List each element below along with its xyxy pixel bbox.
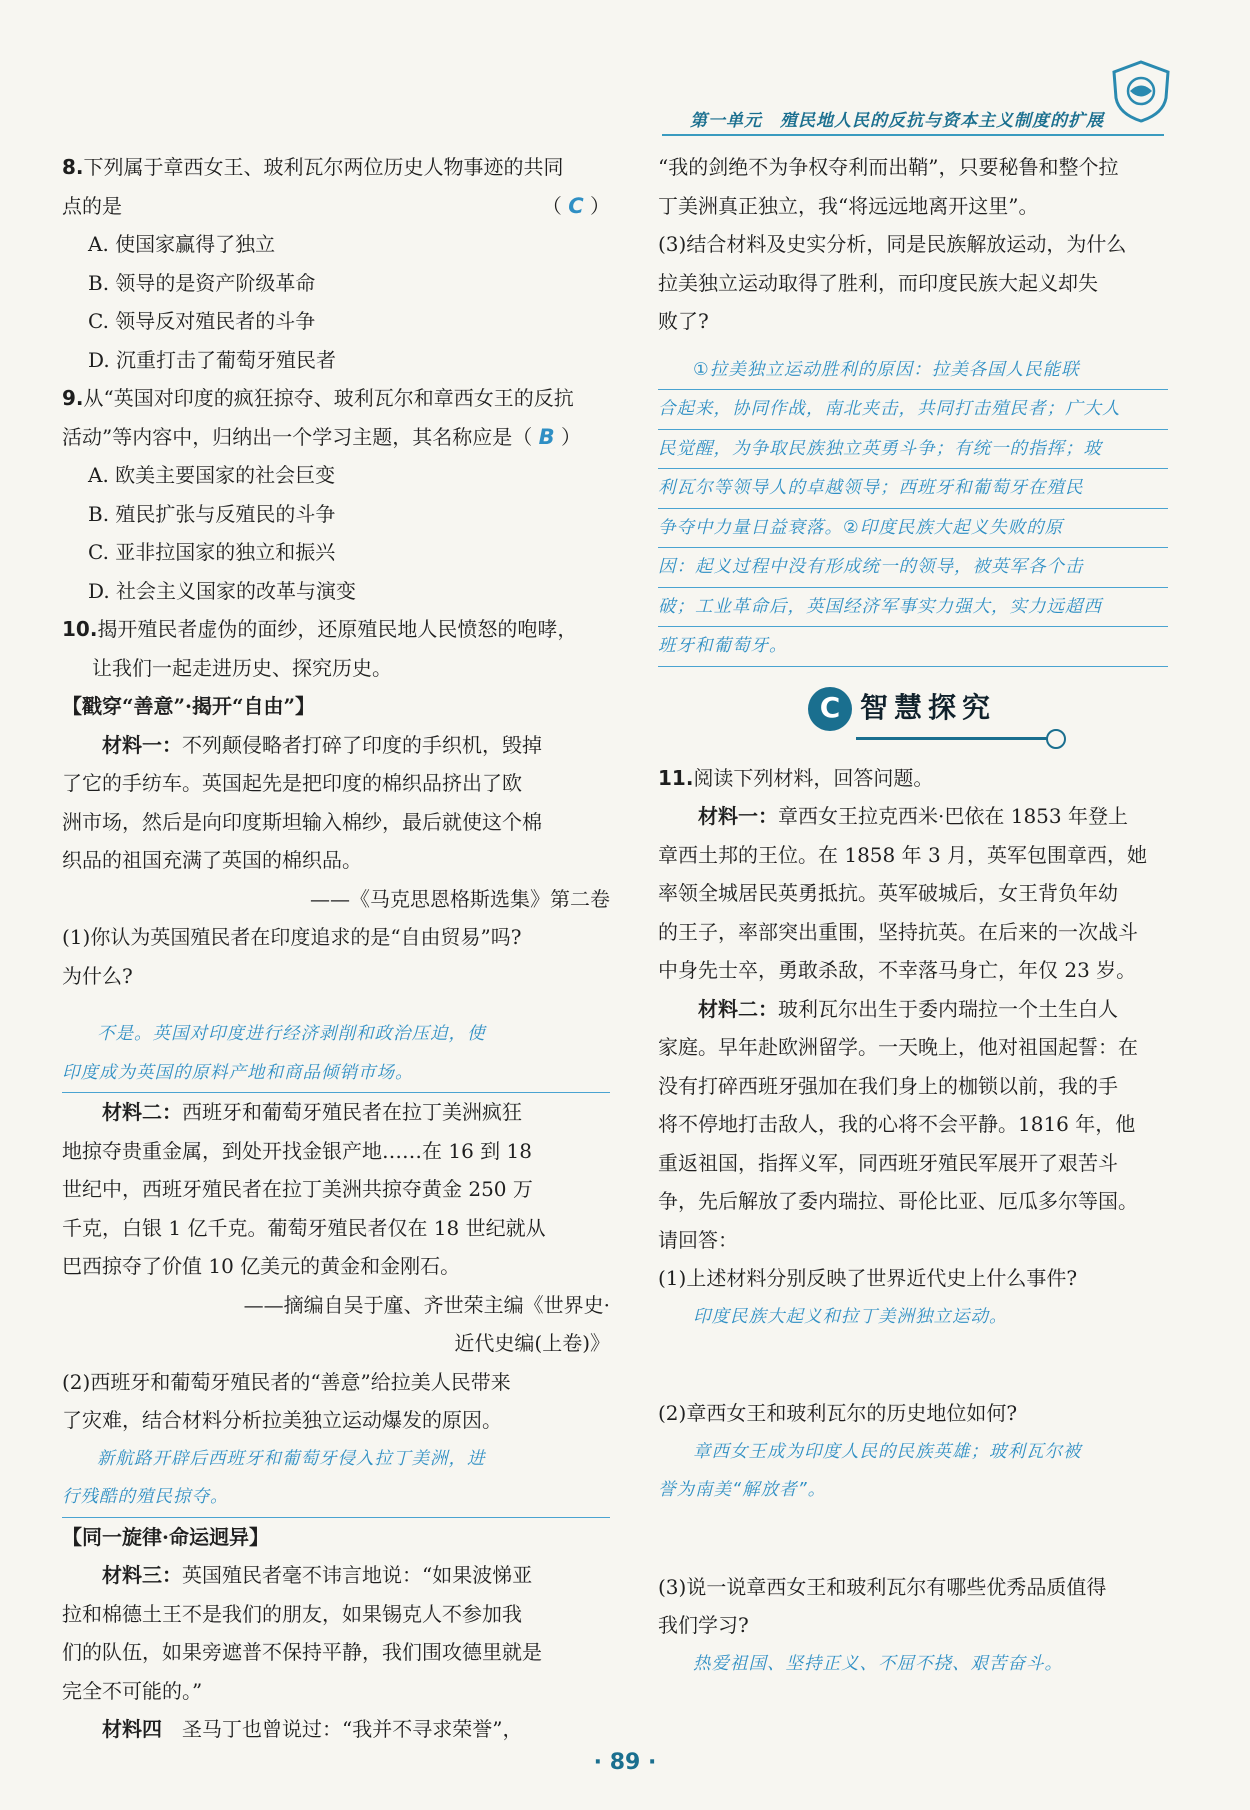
material-source: 近代史编(上卷)》 [454, 1331, 610, 1355]
material-text: 地掠夺贵重金属，到处开找金银产地……在 16 到 18 [62, 1138, 532, 1163]
handwritten-answer: 因：起义过程中没有形成统一的领导，被英军各个击 [658, 548, 1168, 588]
material-text: 争，先后解放了委内瑞拉、哥伦比亚、厄瓜多尔等国。 [658, 1189, 1138, 1213]
answer-choice: C [568, 193, 584, 218]
sub-question: 拉美独立运动取得了胜利，而印度民族大起义却失 [658, 270, 1098, 295]
material-text: 不列颠侵略者打碎了印度的手织机，毁掉 [182, 732, 542, 757]
material-text: 了它的手纺车。英国起先是把印度的棉织品挤出了欧 [62, 771, 522, 795]
material-text: 没有打碎西班牙强加在我们身上的枷锁以前，我的手 [658, 1073, 1118, 1098]
material-text: 巴西掠夺了价值 10 亿美元的黄金和金刚石。 [62, 1254, 461, 1278]
option-c: C. 亚非拉国家的独立和振兴 [88, 540, 336, 564]
material-text: 中身先士卒，勇敢杀敌，不幸落马身亡，年仅 23 岁。 [658, 958, 1137, 982]
handwritten-answer: 热爱祖国、坚持正义、不屈不挠、艰苦奋斗。 [693, 1653, 1063, 1674]
question-stem: 从“英国对印度的疯狂掠夺、玻利瓦尔和章西女王的反抗 [83, 386, 574, 410]
section-heading: 【戳穿“善意”·揭开“自由”】 [62, 694, 315, 718]
sub-question: 了灾难，结合材料分析拉美独立运动爆发的原因。 [62, 1408, 502, 1432]
header-divider [662, 134, 1164, 136]
right-column [658, 148, 1168, 1683]
handwritten-answer: 班牙和葡萄牙。 [658, 627, 1168, 667]
question-9 [62, 379, 610, 610]
material-text: 英国殖民者毫不讳言地说：“如果波悌亚 [182, 1563, 533, 1587]
material-text: 圣马丁也曾说过：“我并不寻求荣誉”， [182, 1717, 523, 1741]
option-b: B. 殖民扩张与反殖民的斗争 [88, 501, 336, 526]
sub-question: 败了? [658, 309, 709, 333]
question-8: 8.下列属于章西女王、玻利瓦尔两位历史人物事迹的共同 点的是 （ C ） A. 使国家赢得了独立 B. 领导的是资产阶级革命 C. 领导反对殖民者的斗争 D. 沉重打击了葡萄牙殖民者 [62, 148, 610, 379]
answer-choice: B [538, 424, 555, 449]
material-label: 材料一： [102, 732, 182, 757]
section-banner [658, 675, 1168, 753]
material-label: 材料二： [698, 996, 778, 1021]
question-number: 11. [658, 765, 694, 790]
question-stem: 让我们一起走进历史、探究历史。 [92, 655, 392, 680]
material-text: 将不停地打击敌人，我的心将不会平静。1816 年，他 [658, 1112, 1136, 1136]
handwritten-answer: 合起来，协同作战，南北夹击，共同打击殖民者；广大人 [658, 390, 1168, 430]
material-text: 玻利瓦尔出生于委内瑞拉一个土生白人 [778, 996, 1118, 1021]
handwritten-answer: 不是。英国对印度进行经济剥削和政治压迫，使 [97, 1024, 486, 1044]
material-text: 丁美洲真正独立，我“将远远地离开这里”。 [658, 193, 1039, 218]
material-text: 重返祖国，指挥义军，同西班牙殖民军展开了艰苦斗 [658, 1150, 1118, 1175]
option-d: D. 沉重打击了葡萄牙殖民者 [88, 347, 337, 372]
material-label: 材料二： [102, 1100, 182, 1124]
handwritten-answer: 争夺中力量日益衰落。②印度民族大起义失败的原 [658, 509, 1168, 549]
sub-question: (3)结合材料及史实分析，同是民族解放运动，为什么 [658, 232, 1127, 256]
question-stem: 下列属于章西女王、玻利瓦尔两位历史人物事迹的共同 [83, 155, 564, 179]
option-a: A. 使国家赢得了独立 [88, 232, 276, 256]
ask-label: 请回答： [658, 1227, 738, 1252]
handwritten-answer: 新航路开辟后西班牙和葡萄牙侵入拉丁美洲，进 [97, 1448, 486, 1469]
material-text: 世纪中，西班牙殖民者在拉丁美洲共掠夺黄金 250 万 [62, 1177, 533, 1201]
material-source: ——摘编自吴于廑、齐世荣主编《世界史· [243, 1292, 610, 1317]
handwritten-answer: ①拉美独立运动胜利的原因：拉美各国人民能联 [658, 351, 1168, 391]
sub-question: (1)你认为英国殖民者在印度追求的是“自由贸易”吗? [62, 925, 522, 949]
material-text: 章西女王拉克西米·巴依在 1853 年登上 [778, 804, 1128, 828]
banner-title: 智慧探究 [860, 691, 997, 725]
question-number: 10. [62, 617, 98, 641]
question-stem: 点的是 [62, 193, 122, 218]
left-column [62, 148, 610, 1749]
sub-question: (2)西班牙和葡萄牙殖民者的“善意”给拉美人民带来 [62, 1369, 511, 1394]
material-label: 材料四 [102, 1717, 162, 1741]
question-number: 8. [62, 155, 84, 179]
question-stem: 活动”等内容中，归纳出一个学习主题，其名称应是（ [62, 424, 533, 449]
material-label: 材料一： [698, 804, 778, 828]
material-label: 材料三： [102, 1563, 182, 1587]
paren-close: ） [560, 424, 581, 449]
material-text: 章西土邦的王位。在 1858 年 3 月，英军包围章西，她 [658, 842, 1148, 867]
school-badge-icon [1108, 58, 1174, 124]
question-10 [62, 610, 610, 1749]
material-text: 拉和棉德土王不是我们的朋友，如果锡克人不参加我 [62, 1601, 522, 1626]
sub-question: (3)说一说章西女王和玻利瓦尔有哪些优秀品质值得 [658, 1574, 1107, 1599]
sub-question: 我们学习? [658, 1613, 749, 1637]
handwritten-answer: 利瓦尔等领导人的卓越领导；西班牙和葡萄牙在殖民 [658, 469, 1168, 509]
material-text: “我的剑绝不为争权夺利而出鞘”，只要秘鲁和整个拉 [658, 155, 1119, 179]
material-text: 千克，白银 1 亿千克。葡萄牙殖民者仅在 18 世纪就从 [62, 1215, 546, 1240]
question-number: 9. [62, 386, 84, 410]
material-text: 织品的祖国充满了英国的棉织品。 [62, 848, 362, 872]
option-c: C. 领导反对殖民者的斗争 [88, 309, 316, 333]
sub-question: (1)上述材料分别反映了世界近代史上什么事件? [658, 1266, 1078, 1290]
sub-question: (2)章西女王和玻利瓦尔的历史地位如何? [658, 1401, 1018, 1425]
handwritten-answer: 章西女王成为印度人民的民族英雄；玻利瓦尔被 [693, 1441, 1082, 1462]
sub-question: 为什么? [62, 963, 133, 988]
option-b: B. 领导的是资产阶级革命 [88, 270, 316, 295]
material-text: 洲市场，然后是向印度斯坦输入棉纱，最后就使这个棉 [62, 809, 542, 834]
banner-letter-icon: C [808, 687, 852, 731]
option-d: D. 社会主义国家的改革与演变 [88, 578, 357, 603]
material-text: 西班牙和葡萄牙殖民者在拉丁美洲疯狂 [182, 1100, 522, 1124]
section-heading: 【同一旋律·命运迥异】 [62, 1524, 269, 1549]
material-text: 率领全城居民英勇抵抗。英军破城后，女王背负年幼 [658, 881, 1118, 905]
handwritten-answer: 印度成为英国的原料产地和商品倾销市场。 [62, 1054, 610, 1094]
handwritten-answer: 誉为南美“解放者”。 [658, 1480, 827, 1500]
banner-underline [856, 737, 1051, 740]
handwritten-answer-block [658, 351, 1168, 667]
handwritten-answer: 民觉醒，为争取民族独立英勇斗争；有统一的指挥；玻 [658, 430, 1168, 470]
material-text: 们的队伍，如果旁遮普不保持平静，我们围攻德里就是 [62, 1640, 542, 1664]
handwritten-answer: 印度民族大起义和拉丁美洲独立运动。 [693, 1306, 1008, 1327]
question-stem: 阅读下列材料，回答问题。 [693, 765, 934, 790]
question-11 [658, 759, 1168, 1684]
banner-dot-icon [1046, 729, 1066, 749]
handwritten-answer: 行残酷的殖民掠夺。 [62, 1478, 610, 1518]
question-stem: 揭开殖民者虚伪的面纱，还原殖民地人民愤怒的咆哮， [97, 617, 578, 641]
handwritten-answer: 破；工业革命后，英国经济军事实力强大，实力远超西 [658, 588, 1168, 628]
page-number: · 89 · [593, 1750, 657, 1775]
option-a: A. 欧美主要国家的社会巨变 [88, 463, 336, 487]
material-text: 完全不可能的。” [62, 1678, 203, 1703]
material-text: 的王子，率部突出重围，坚持抗英。在后来的一次战斗 [658, 919, 1138, 944]
unit-header-title: 第一单元 殖民地人民的反抗与资本主义制度的扩展 [690, 111, 1104, 131]
material-source: ——《马克思恩格斯选集》第二卷 [310, 886, 610, 911]
material-text: 家庭。早年赴欧洲留学。一天晚上，他对祖国起誓：在 [658, 1035, 1138, 1059]
